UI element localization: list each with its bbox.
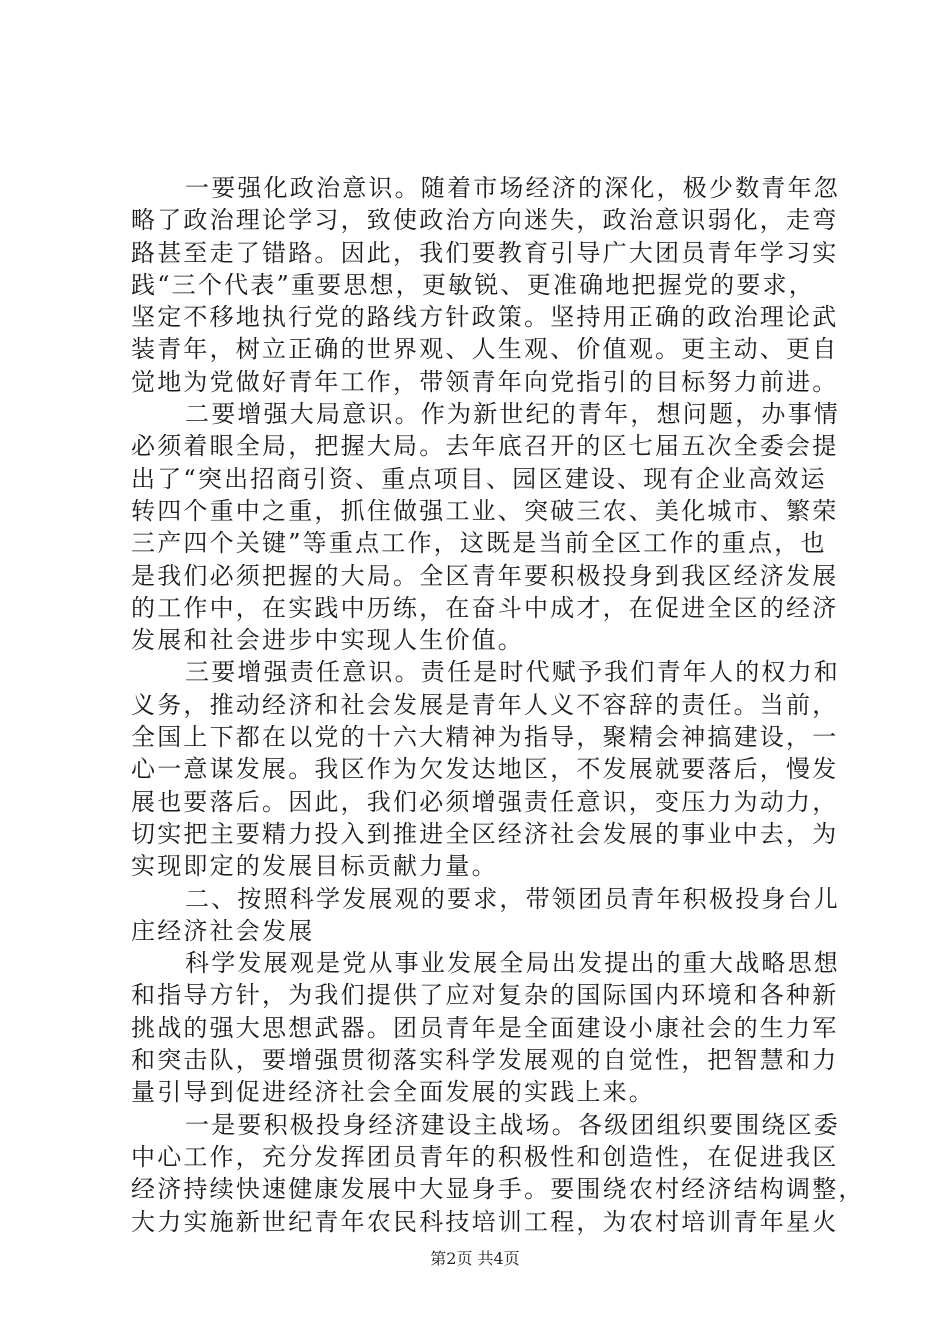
text-line: 科学发展观是党从事业发展全局出发提出的重大战略思想 bbox=[185, 949, 840, 978]
text-line: 装青年，树立正确的世界观、人生观、价值观。更主动、更自 bbox=[131, 335, 839, 364]
text-line: 中心工作，充分发挥团员青年的积极性和创造性，在促进我区 bbox=[131, 1142, 839, 1171]
text-line: 出了“突出招商引资、重点项目、园区建设、现有企业高效运 bbox=[131, 464, 827, 493]
text-line: 是我们必须把握的大局。全区青年要积极投身到我区经济发展 bbox=[131, 561, 839, 590]
text-line: 切实把主要精力投入到推进全区经济社会发展的事业中去，为 bbox=[131, 819, 839, 848]
text-line: 一是要积极投身经济建设主战场。各级团组织要围绕区委 bbox=[185, 1110, 840, 1139]
text-line: 挑战的强大思想武器。团员青年是全面建设小康社会的生力军 bbox=[131, 1013, 839, 1042]
text-line: 三产四个关键”等重点工作，这既是当前全区工作的重点，也 bbox=[131, 529, 827, 558]
text-line: 大力实施新世纪青年农民科技培训工程，为农村培训青年星火 bbox=[131, 1207, 839, 1236]
text-line: 转四个重中之重，抓住做强工业、突破三农、美化城市、繁荣 bbox=[131, 496, 839, 525]
page-footer: 第2页 共4页 bbox=[430, 1249, 520, 1268]
text-line: 必须着眼全局，把握大局。去年底召开的区七届五次全委会提 bbox=[131, 432, 839, 461]
text-line: 的工作中，在实践中历练，在奋斗中成才，在促进全区的经济 bbox=[131, 593, 839, 622]
text-line: 二、按照科学发展观的要求，带领团员青年积极投身台儿 bbox=[185, 884, 840, 913]
text-line: 庄经济社会发展 bbox=[131, 916, 315, 945]
text-line: 实现即定的发展目标贡献力量。 bbox=[131, 852, 498, 881]
text-line: 践“三个代表”重要思想，更敏锐、更准确地把握党的要求， bbox=[131, 270, 815, 299]
text-line: 量引导到促进经济社会全面发展的实践上来。 bbox=[131, 1078, 655, 1107]
text-line: 觉地为党做好青年工作，带领青年向党指引的目标努力前进。 bbox=[131, 367, 839, 396]
text-line: 路甚至走了错路。因此，我们要教育引导广大团员青年学习实 bbox=[131, 238, 839, 267]
text-line: 经济持续快速健康发展中大显身手。要围绕农村经济结构调整， bbox=[131, 1175, 865, 1204]
text-line: 发展和社会进步中实现人生价值。 bbox=[131, 626, 524, 655]
text-line: 和指导方针，为我们提供了应对复杂的国际国内环境和各种新 bbox=[131, 981, 839, 1010]
text-line: 略了政治理论学习，致使政治方向迷失，政治意识弱化，走弯 bbox=[131, 206, 839, 235]
text-line: 全国上下都在以党的十六大精神为指导，聚精会神搞建设，一 bbox=[131, 723, 839, 752]
text-line: 展也要落后。因此，我们必须增强责任意识，变压力为动力， bbox=[131, 787, 839, 816]
text-line: 二要增强大局意识。作为新世纪的青年，想问题，办事情 bbox=[185, 400, 840, 429]
text-line: 一要强化政治意识。随着市场经济的深化，极少数青年忽 bbox=[185, 174, 840, 202]
text-line: 坚定不移地执行党的路线方针政策。坚持用正确的政治理论武 bbox=[131, 303, 839, 332]
document-body bbox=[131, 172, 865, 1238]
text-line: 三要增强责任意识。责任是时代赋予我们青年人的权力和 bbox=[185, 658, 840, 687]
text-line: 义务，推动经济和社会发展是青年人义不容辞的责任。当前， bbox=[131, 690, 839, 719]
text-line: 和突击队，要增强贯彻落实科学发展观的自觉性，把智慧和力 bbox=[131, 1046, 839, 1075]
text-line: 心一意谋发展。我区作为欠发达地区，不发展就要落后，慢发 bbox=[131, 755, 839, 784]
